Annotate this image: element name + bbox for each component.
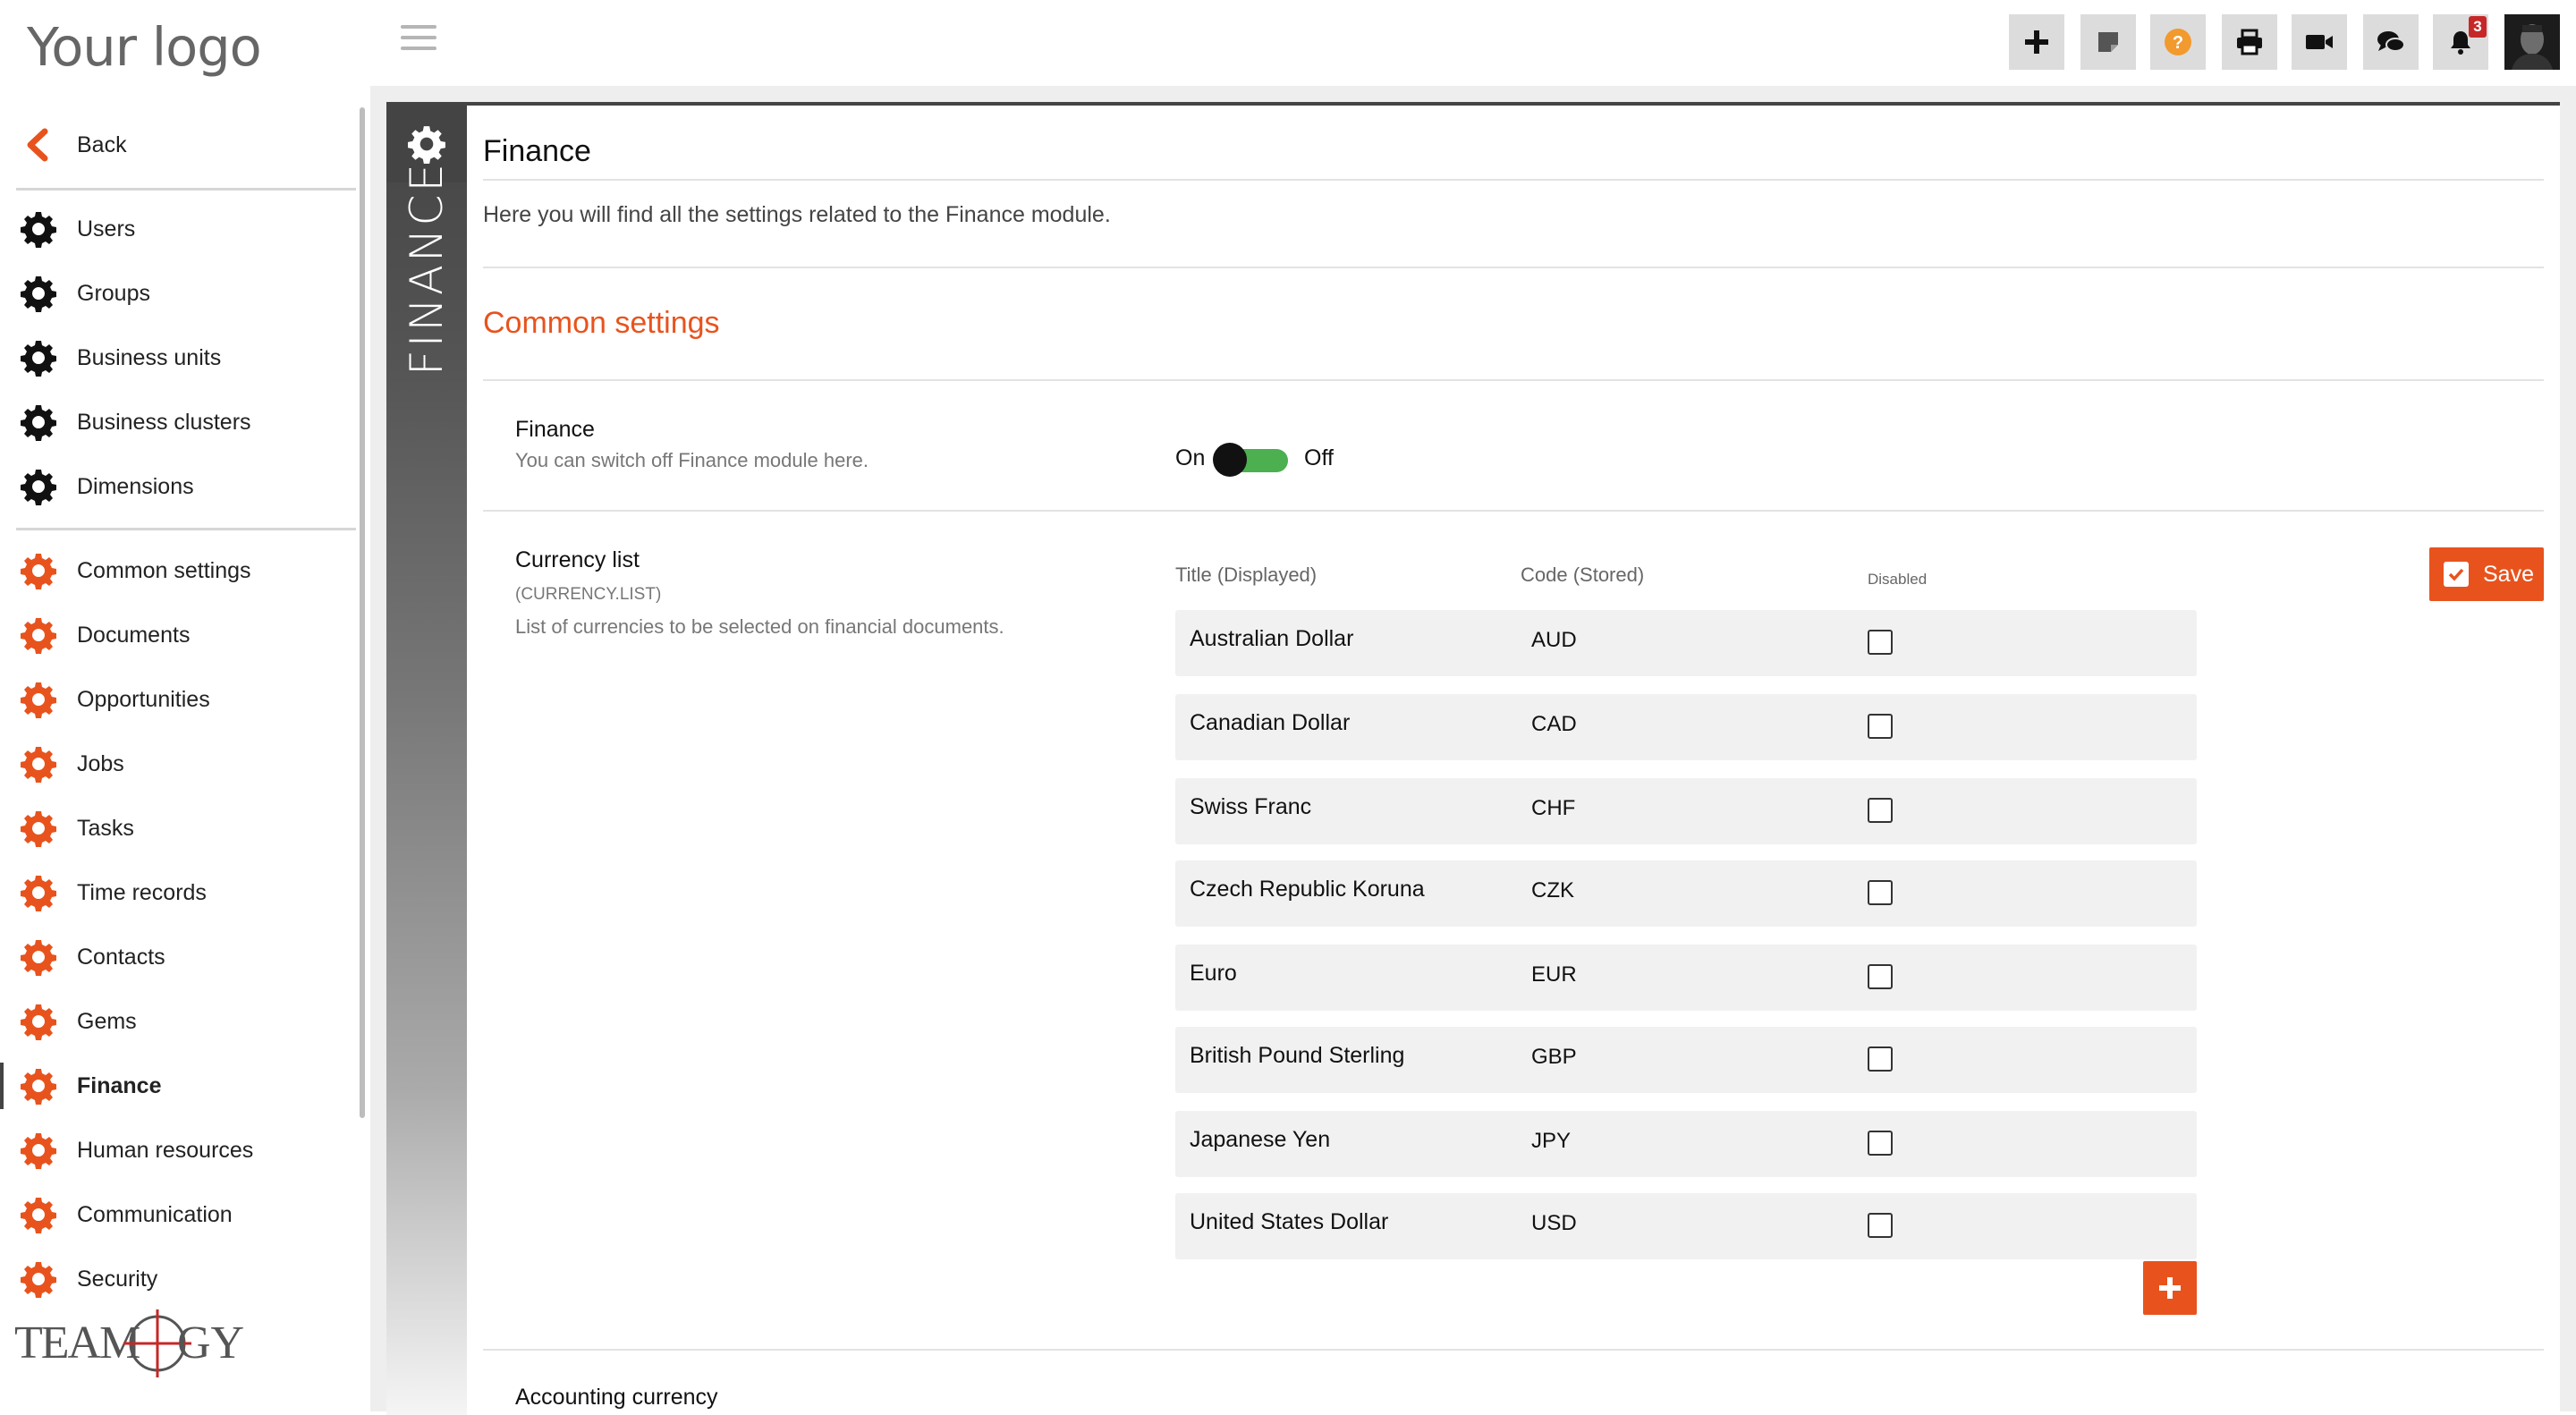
- svg-text:TEAM: TEAM: [14, 1318, 140, 1368]
- gear-icon: [20, 1067, 57, 1105]
- sidebar-item-label: Business clusters: [77, 409, 251, 435]
- user-photo: [2504, 14, 2560, 70]
- gear-icon: [20, 745, 57, 783]
- section-title: Common settings: [483, 306, 720, 340]
- logo[interactable]: Your logo: [27, 16, 261, 78]
- currency-title[interactable]: Japanese Yen: [1190, 1127, 1331, 1152]
- sidebar-item-label: Opportunities: [77, 686, 210, 712]
- help-icon: [2163, 27, 2193, 57]
- gear-icon: [20, 616, 57, 654]
- accounting-currency-label: Accounting currency: [515, 1385, 718, 1410]
- toggle-off-label: Off: [1304, 445, 1334, 470]
- table-row: [1175, 945, 2197, 1011]
- divider: [483, 179, 2544, 181]
- sidebar-item-common-settings[interactable]: [0, 544, 358, 597]
- currency-code[interactable]: USD: [1531, 1211, 1577, 1235]
- save-button[interactable]: [2429, 547, 2544, 601]
- table-row: [1175, 694, 2197, 760]
- sidebar-item-tasks[interactable]: [0, 801, 358, 855]
- print-icon: [2234, 27, 2265, 57]
- currency-code[interactable]: CAD: [1531, 712, 1577, 736]
- nav-divider: [16, 528, 356, 530]
- svg-text:?: ?: [2172, 33, 2184, 53]
- sidebar-item-opportunities[interactable]: [0, 673, 358, 726]
- notification-badge: 3: [2469, 16, 2487, 38]
- gear-icon: [20, 210, 57, 248]
- sidebar-item-label: Jobs: [77, 750, 124, 776]
- disabled-checkbox[interactable]: [1868, 880, 1893, 905]
- finance-setting-help: You can switch off Finance module here.: [515, 449, 869, 471]
- back-button[interactable]: [0, 118, 358, 172]
- video-button[interactable]: [2292, 14, 2347, 70]
- currency-code[interactable]: CHF: [1531, 796, 1576, 820]
- sidebar-item-label: Security: [77, 1266, 158, 1292]
- sidebar: [0, 0, 370, 1411]
- page-title: Finance: [483, 134, 591, 168]
- print-button[interactable]: [2222, 14, 2277, 70]
- finance-toggle[interactable]: [1213, 445, 1290, 474]
- gear-icon: [20, 275, 57, 312]
- sidebar-item-business-units[interactable]: [0, 331, 358, 385]
- toggle-knob: [1213, 443, 1247, 477]
- sidebar-item-label: Documents: [77, 622, 191, 648]
- column-header-disabled: Disabled: [1868, 571, 1928, 588]
- disabled-checkbox[interactable]: [1868, 1213, 1893, 1238]
- sidebar-item-label: Groups: [77, 280, 150, 306]
- chat-icon: [2376, 27, 2406, 57]
- video-icon: [2304, 27, 2334, 57]
- disabled-checkbox[interactable]: [1868, 964, 1893, 989]
- sidebar-item-users[interactable]: [0, 202, 358, 256]
- notes-button[interactable]: [2080, 14, 2136, 70]
- disabled-checkbox[interactable]: [1868, 798, 1893, 823]
- plus-icon: [2157, 1275, 2183, 1301]
- sidebar-item-label: Communication: [77, 1201, 233, 1227]
- sidebar-item-label: Common settings: [77, 557, 251, 583]
- sidebar-item-groups[interactable]: [0, 267, 358, 320]
- page-description: Here you will find all the settings related to the Finance module.: [483, 202, 1111, 227]
- gear-icon: [20, 874, 57, 911]
- gear-icon: [20, 403, 57, 441]
- table-row: [1175, 1027, 2197, 1093]
- currency-code[interactable]: JPY: [1531, 1129, 1572, 1153]
- gear-icon: [20, 339, 57, 377]
- currency-title[interactable]: Swiss Franc: [1190, 794, 1312, 819]
- module-strip: [386, 106, 467, 1415]
- sidebar-item-time-records[interactable]: [0, 866, 358, 919]
- sidebar-item-label: Finance: [77, 1072, 162, 1098]
- currency-list-code: (CURRENCY.LIST): [515, 585, 662, 604]
- sidebar-item-human-resources[interactable]: [0, 1123, 358, 1177]
- add-button[interactable]: [2009, 14, 2064, 70]
- currency-code[interactable]: EUR: [1531, 962, 1577, 987]
- disabled-checkbox[interactable]: [1868, 1131, 1893, 1156]
- add-currency-button[interactable]: [2143, 1261, 2197, 1315]
- note-icon: [2093, 27, 2123, 57]
- avatar[interactable]: [2504, 14, 2560, 70]
- sidebar-item-documents[interactable]: [0, 608, 358, 662]
- table-row: [1175, 778, 2197, 844]
- menu-toggle-icon[interactable]: [401, 25, 436, 54]
- divider: [483, 267, 2544, 268]
- divider: [483, 379, 2544, 381]
- back-label: Back: [77, 131, 127, 157]
- currency-list-label: Currency list: [515, 547, 640, 572]
- divider: [483, 510, 2544, 512]
- disabled-checkbox[interactable]: [1868, 1046, 1893, 1072]
- finance-setting-label: Finance: [515, 417, 595, 442]
- sidebar-scrollbar[interactable]: [360, 107, 365, 1118]
- sidebar-item-label: Human resources: [77, 1137, 254, 1163]
- disabled-checkbox[interactable]: [1868, 714, 1893, 739]
- gear-icon: [20, 809, 57, 847]
- nav-divider: [16, 188, 356, 191]
- brand-logo: [14, 1308, 245, 1379]
- chat-button[interactable]: [2363, 14, 2419, 70]
- sidebar-item-label: Business units: [77, 344, 222, 370]
- sidebar-item-label: Contacts: [77, 944, 165, 970]
- currency-title[interactable]: Euro: [1190, 961, 1237, 986]
- sidebar-item-label: Gems: [77, 1008, 137, 1034]
- currency-title[interactable]: British Pound Sterling: [1190, 1043, 1405, 1068]
- gear-icon: [20, 1260, 57, 1298]
- check-icon: [2444, 562, 2469, 587]
- chevron-left-icon: [20, 126, 57, 164]
- currency-title[interactable]: Australian Dollar: [1190, 626, 1354, 651]
- help-button[interactable]: [2150, 14, 2206, 70]
- sidebar-item-dimensions[interactable]: [0, 460, 358, 513]
- gear-icon: [20, 938, 57, 976]
- gear-icon: [20, 1196, 57, 1233]
- currency-code[interactable]: AUD: [1531, 628, 1577, 652]
- sidebar-item-label: Time records: [77, 879, 207, 905]
- sidebar-item-contacts[interactable]: [0, 930, 358, 984]
- disabled-checkbox[interactable]: [1868, 630, 1893, 655]
- sidebar-item-business-clusters[interactable]: [0, 395, 358, 449]
- sidebar-item-label: Users: [77, 216, 136, 241]
- sidebar-nav[interactable]: [0, 107, 370, 1292]
- sidebar-item-gems[interactable]: [0, 995, 358, 1048]
- module-strip-label: FINANCE: [401, 160, 453, 376]
- notifications-button[interactable]: [2433, 14, 2488, 70]
- currency-code[interactable]: CZK: [1531, 878, 1574, 902]
- column-header-title: Title (Displayed): [1175, 563, 1318, 586]
- gear-icon: [20, 681, 57, 718]
- toggle-on-label: On: [1175, 445, 1206, 470]
- currency-title[interactable]: Czech Republic Koruna: [1190, 877, 1425, 902]
- gear-icon: [20, 1131, 57, 1169]
- sidebar-item-jobs[interactable]: [0, 737, 358, 791]
- table-row: [1175, 1193, 2197, 1259]
- gear-icon: [20, 468, 57, 505]
- divider: [483, 1349, 2544, 1351]
- currency-title[interactable]: United States Dollar: [1190, 1209, 1389, 1234]
- gear-icon: [20, 1003, 57, 1040]
- settings-card: [386, 102, 2560, 1411]
- table-row: [1175, 860, 2197, 927]
- currency-list-help: List of currencies to be selected on financial documents.: [515, 615, 1004, 638]
- sidebar-item-label: Tasks: [77, 815, 134, 841]
- sidebar-item-finance[interactable]: [0, 1059, 358, 1113]
- column-header-code: Code (Stored): [1521, 563, 1645, 586]
- table-row: [1175, 1111, 2197, 1177]
- currency-title[interactable]: Canadian Dollar: [1190, 710, 1351, 735]
- plus-icon: [2021, 27, 2052, 57]
- gear-icon: [20, 552, 57, 589]
- svg-text:GY: GY: [177, 1318, 245, 1368]
- currency-code[interactable]: GBP: [1531, 1045, 1577, 1069]
- sidebar-item-communication[interactable]: [0, 1188, 358, 1241]
- table-row: [1175, 610, 2197, 676]
- save-label: Save: [2483, 561, 2534, 587]
- sidebar-item-label: Dimensions: [77, 473, 194, 499]
- sidebar-item-security[interactable]: [0, 1252, 358, 1306]
- gear-icon: [407, 124, 446, 164]
